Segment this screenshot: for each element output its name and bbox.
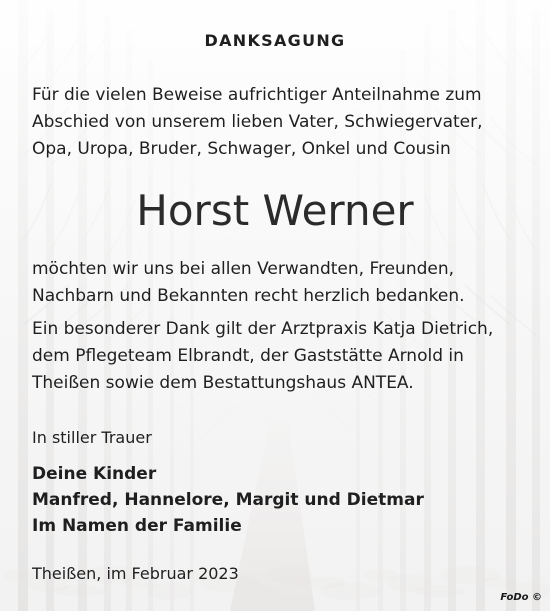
family-signature — [32, 461, 424, 539]
thanks-line-1: möchten wir uns bei allen Verwandten, Freunden, — [32, 259, 455, 279]
thanks-line-2: Nachbarn und Bekannten recht herzlich bedanken. — [32, 286, 465, 306]
notice-heading: DANKSAGUNG — [204, 31, 346, 50]
place-date: Theißen, im Februar 2023 — [32, 564, 239, 583]
intro-line-1: Für die vielen Beweise aufrichtiger Anteilnahme zum — [32, 85, 482, 105]
intro-line-2: Abschied von unserem lieben Vater, Schwiegervater, — [32, 112, 483, 132]
special-thanks-line-1: Ein besonderer Dank gilt der Arztpraxis Katja Dietrich, — [32, 319, 494, 339]
special-thanks-line-3: Theißen sowie dem Bestattungshaus ANTEA. — [32, 373, 414, 393]
family-line-1: Deine Kinder — [32, 464, 157, 484]
deceased-name: Horst Werner — [136, 186, 414, 235]
family-line-2: Manfred, Hannelore, Margit und Dietmar — [32, 490, 424, 510]
special-thanks-text — [32, 316, 522, 397]
family-line-3: Im Namen der Familie — [32, 516, 242, 536]
mourning-label: In stiller Trauer — [32, 428, 152, 447]
intro-text — [32, 82, 522, 163]
copyright-mark: FoDo © — [500, 592, 542, 603]
thanks-text — [32, 256, 522, 310]
intro-line-3: Opa, Uropa, Bruder, Schwager, Onkel und Cousin — [32, 139, 451, 159]
special-thanks-line-2: dem Pflegeteam Elbrandt, der Gaststätte Arnold in — [32, 346, 464, 366]
